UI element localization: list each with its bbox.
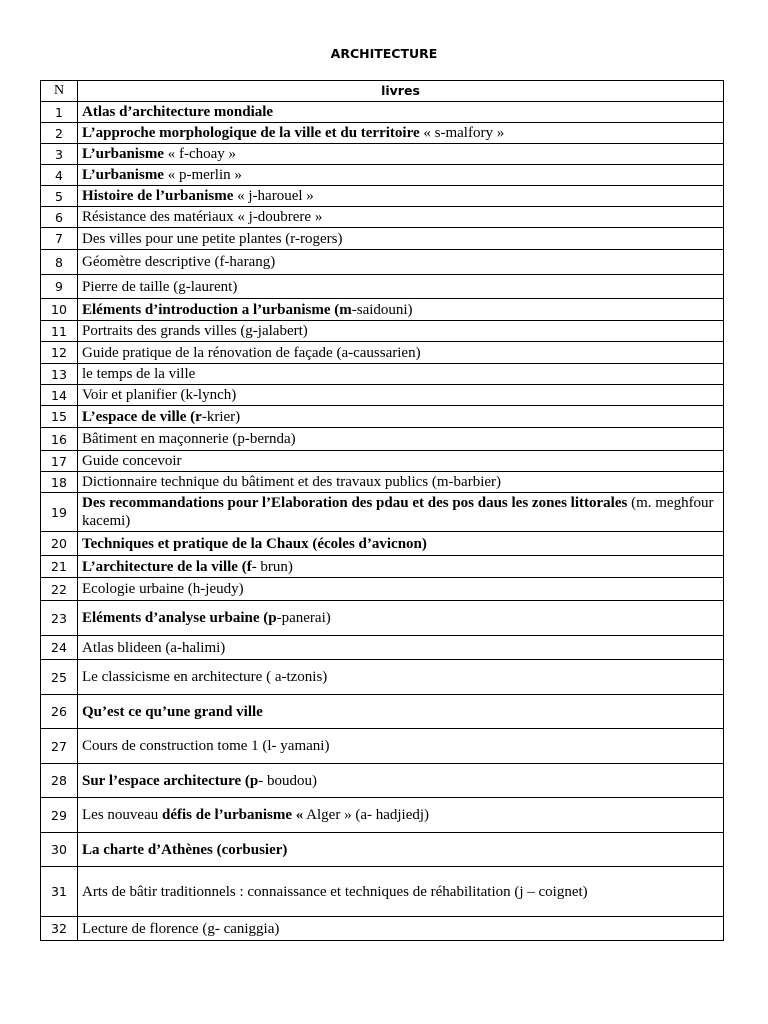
row-number: 21	[41, 556, 78, 578]
book-title	[78, 472, 724, 493]
book-title	[78, 578, 724, 601]
book-title	[78, 275, 724, 299]
table-row	[41, 601, 724, 636]
book-title-segment: L’espace de ville (r	[82, 408, 202, 425]
book-title-segment: « p-merlin »	[163, 167, 242, 183]
book-title	[78, 695, 724, 729]
table-row	[41, 660, 724, 695]
book-title-segment: le temps de la ville	[82, 366, 196, 382]
book-title-segment: Le classicisme en architecture ( a-tzonis)	[82, 669, 328, 685]
row-number: 27	[41, 729, 78, 764]
book-title-segment: L’urbanisme	[82, 146, 164, 162]
row-number: 32	[41, 917, 78, 941]
row-number: 31	[41, 867, 78, 917]
book-title-segment: Qu’est ce qu’une grand ville	[82, 703, 263, 720]
table-row	[41, 165, 724, 186]
table-row	[41, 250, 724, 275]
table-row	[41, 406, 724, 428]
row-number: 30	[41, 833, 78, 867]
book-title-segment: La charte d’Athènes (corbusier)	[82, 841, 288, 858]
book-title	[78, 406, 724, 428]
table-row	[41, 275, 724, 299]
row-number: 18	[41, 472, 78, 493]
row-number: 26	[41, 695, 78, 729]
book-title	[78, 764, 724, 798]
book-title-segment: Sur l’espace architecture (p	[82, 772, 259, 789]
book-title	[78, 250, 724, 275]
row-number: 4	[41, 165, 78, 186]
book-title-segment: L’architecture de la ville (f	[82, 558, 252, 575]
book-title-segment: Histoire de l’urbanisme	[82, 188, 234, 204]
book-title-segment: -saidouni)	[351, 301, 413, 318]
books-table-body	[41, 81, 724, 941]
row-number: 20	[41, 532, 78, 556]
book-title	[78, 186, 724, 207]
book-title	[78, 342, 724, 364]
row-number: 16	[41, 428, 78, 451]
table-row	[41, 917, 724, 941]
book-title-segment: Résistance des matériaux « j-doubrere »	[82, 209, 323, 225]
book-title	[78, 798, 724, 833]
book-title-segment: Eléments d’introduction a l’urbanisme (m	[82, 301, 352, 318]
row-number: 24	[41, 636, 78, 660]
book-title-segment: -panerai)	[276, 610, 331, 626]
row-number: 8	[41, 250, 78, 275]
book-title	[78, 428, 724, 451]
table-row	[41, 532, 724, 556]
book-title	[78, 123, 724, 144]
book-title-segment: Dictionnaire technique du bâtiment et des travaux publics (m-barbier)	[82, 474, 502, 490]
row-number: 6	[41, 207, 78, 228]
book-title-segment: Des villes pour une petite plantes (r-rogers)	[82, 230, 343, 247]
book-title-segment: L’approche morphologique de la ville et du territoire	[82, 125, 420, 141]
row-number: 25	[41, 660, 78, 695]
book-title-segment: Portraits des grands villes (g-jalabert)	[82, 323, 308, 339]
row-number: 29	[41, 798, 78, 833]
book-title	[78, 917, 724, 941]
table-row	[41, 472, 724, 493]
book-title-segment: Atlas d’architecture mondiale	[82, 104, 274, 120]
column-header-books: livres	[78, 81, 724, 102]
table-row	[41, 102, 724, 123]
table-row	[41, 556, 724, 578]
book-title-segment: Des recommandations pour l’Elaboration des pdau et des pos daus les zones littorales	[82, 495, 628, 511]
book-title	[78, 207, 724, 228]
book-title-segment: Guide concevoir	[82, 453, 182, 469]
table-row	[41, 578, 724, 601]
book-title	[78, 601, 724, 636]
book-title-segment: Pierre de taille (g-laurent)	[82, 278, 238, 295]
table-row	[41, 144, 724, 165]
row-number: 2	[41, 123, 78, 144]
row-number: 1	[41, 102, 78, 123]
table-row	[41, 428, 724, 451]
column-header-number: N	[41, 81, 78, 102]
row-number: 19	[41, 493, 78, 532]
row-number: 7	[41, 228, 78, 250]
book-title-segment: Arts de bâtir traditionnels : connaissance et techniques de réhabilitation (j – coignet)	[82, 883, 588, 900]
book-title-segment: « f-choay »	[163, 146, 237, 162]
book-title-segment: -krier)	[201, 408, 241, 425]
book-title	[78, 165, 724, 186]
book-title-segment: Cours de construction tome 1 (l- yamani)	[82, 738, 330, 754]
table-row	[41, 207, 724, 228]
table-row	[41, 798, 724, 833]
row-number: 23	[41, 601, 78, 636]
table-row	[41, 493, 724, 532]
table-row	[41, 321, 724, 342]
book-title-segment: Techniques et pratique de la Chaux (écoles d’avicnon)	[82, 535, 427, 552]
book-title-segment: Géomètre descriptive (f-harang)	[82, 254, 276, 270]
book-title	[78, 451, 724, 472]
table-row	[41, 299, 724, 321]
book-title	[78, 833, 724, 867]
table-row	[41, 186, 724, 207]
row-number: 17	[41, 451, 78, 472]
table-row	[41, 764, 724, 798]
book-title-segment: Atlas blideen (a-halimi)	[82, 639, 226, 656]
table-row	[41, 729, 724, 764]
book-title	[78, 556, 724, 578]
table-row	[41, 123, 724, 144]
book-title	[78, 385, 724, 406]
book-title-segment: « s-malfory »	[419, 125, 505, 141]
book-title-segment: Voir et planifier (k-lynch)	[82, 387, 237, 403]
page-title: ARCHITECTURE	[330, 46, 438, 61]
book-title	[78, 228, 724, 250]
row-number: 10	[41, 299, 78, 321]
table-row	[41, 228, 724, 250]
book-title-segment: Bâtiment en maçonnerie (p-bernda)	[82, 431, 296, 447]
row-number: 12	[41, 342, 78, 364]
table-row	[41, 451, 724, 472]
book-title	[78, 144, 724, 165]
book-title	[78, 102, 724, 123]
book-title	[78, 867, 724, 917]
book-title-segment: - brun)	[251, 558, 293, 575]
row-number: 14	[41, 385, 78, 406]
row-number: 3	[41, 144, 78, 165]
book-title-segment: Lecture de florence (g- caniggia)	[82, 920, 280, 937]
book-title	[78, 729, 724, 764]
book-title	[78, 364, 724, 385]
row-number: 22	[41, 578, 78, 601]
book-title	[78, 493, 724, 532]
book-title-segment: Guide pratique de la rénovation de façade (a-caussarien)	[82, 344, 421, 361]
book-title	[78, 636, 724, 660]
book-title	[78, 299, 724, 321]
book-title	[78, 660, 724, 695]
table-header-row	[41, 81, 724, 102]
book-title-segment: « j-harouel »	[233, 188, 314, 204]
row-number: 9	[41, 275, 78, 299]
book-title-segment: Eléments d’analyse urbaine (p	[82, 610, 277, 626]
book-title-segment: défis de l’urbanisme «	[161, 807, 304, 823]
book-title-segment: Alger » (a- hadjiedj)	[303, 807, 430, 823]
book-title	[78, 321, 724, 342]
table-row	[41, 342, 724, 364]
table-row	[41, 364, 724, 385]
row-number: 28	[41, 764, 78, 798]
row-number: 5	[41, 186, 78, 207]
book-title-segment: - boudou)	[258, 772, 317, 789]
row-number: 15	[41, 406, 78, 428]
book-title-segment: (m. meghfour kacemi)	[82, 495, 714, 529]
table-row	[41, 833, 724, 867]
books-table	[40, 80, 724, 941]
table-row	[41, 385, 724, 406]
table-row	[41, 636, 724, 660]
book-title-segment: Ecologie urbaine (h-jeudy)	[82, 581, 244, 597]
book-title-segment: Les nouveau	[82, 807, 162, 823]
row-number: 11	[41, 321, 78, 342]
table-row	[41, 867, 724, 917]
book-title-segment: L’urbanisme	[82, 167, 164, 183]
row-number: 13	[41, 364, 78, 385]
table-row	[41, 695, 724, 729]
book-title	[78, 532, 724, 556]
